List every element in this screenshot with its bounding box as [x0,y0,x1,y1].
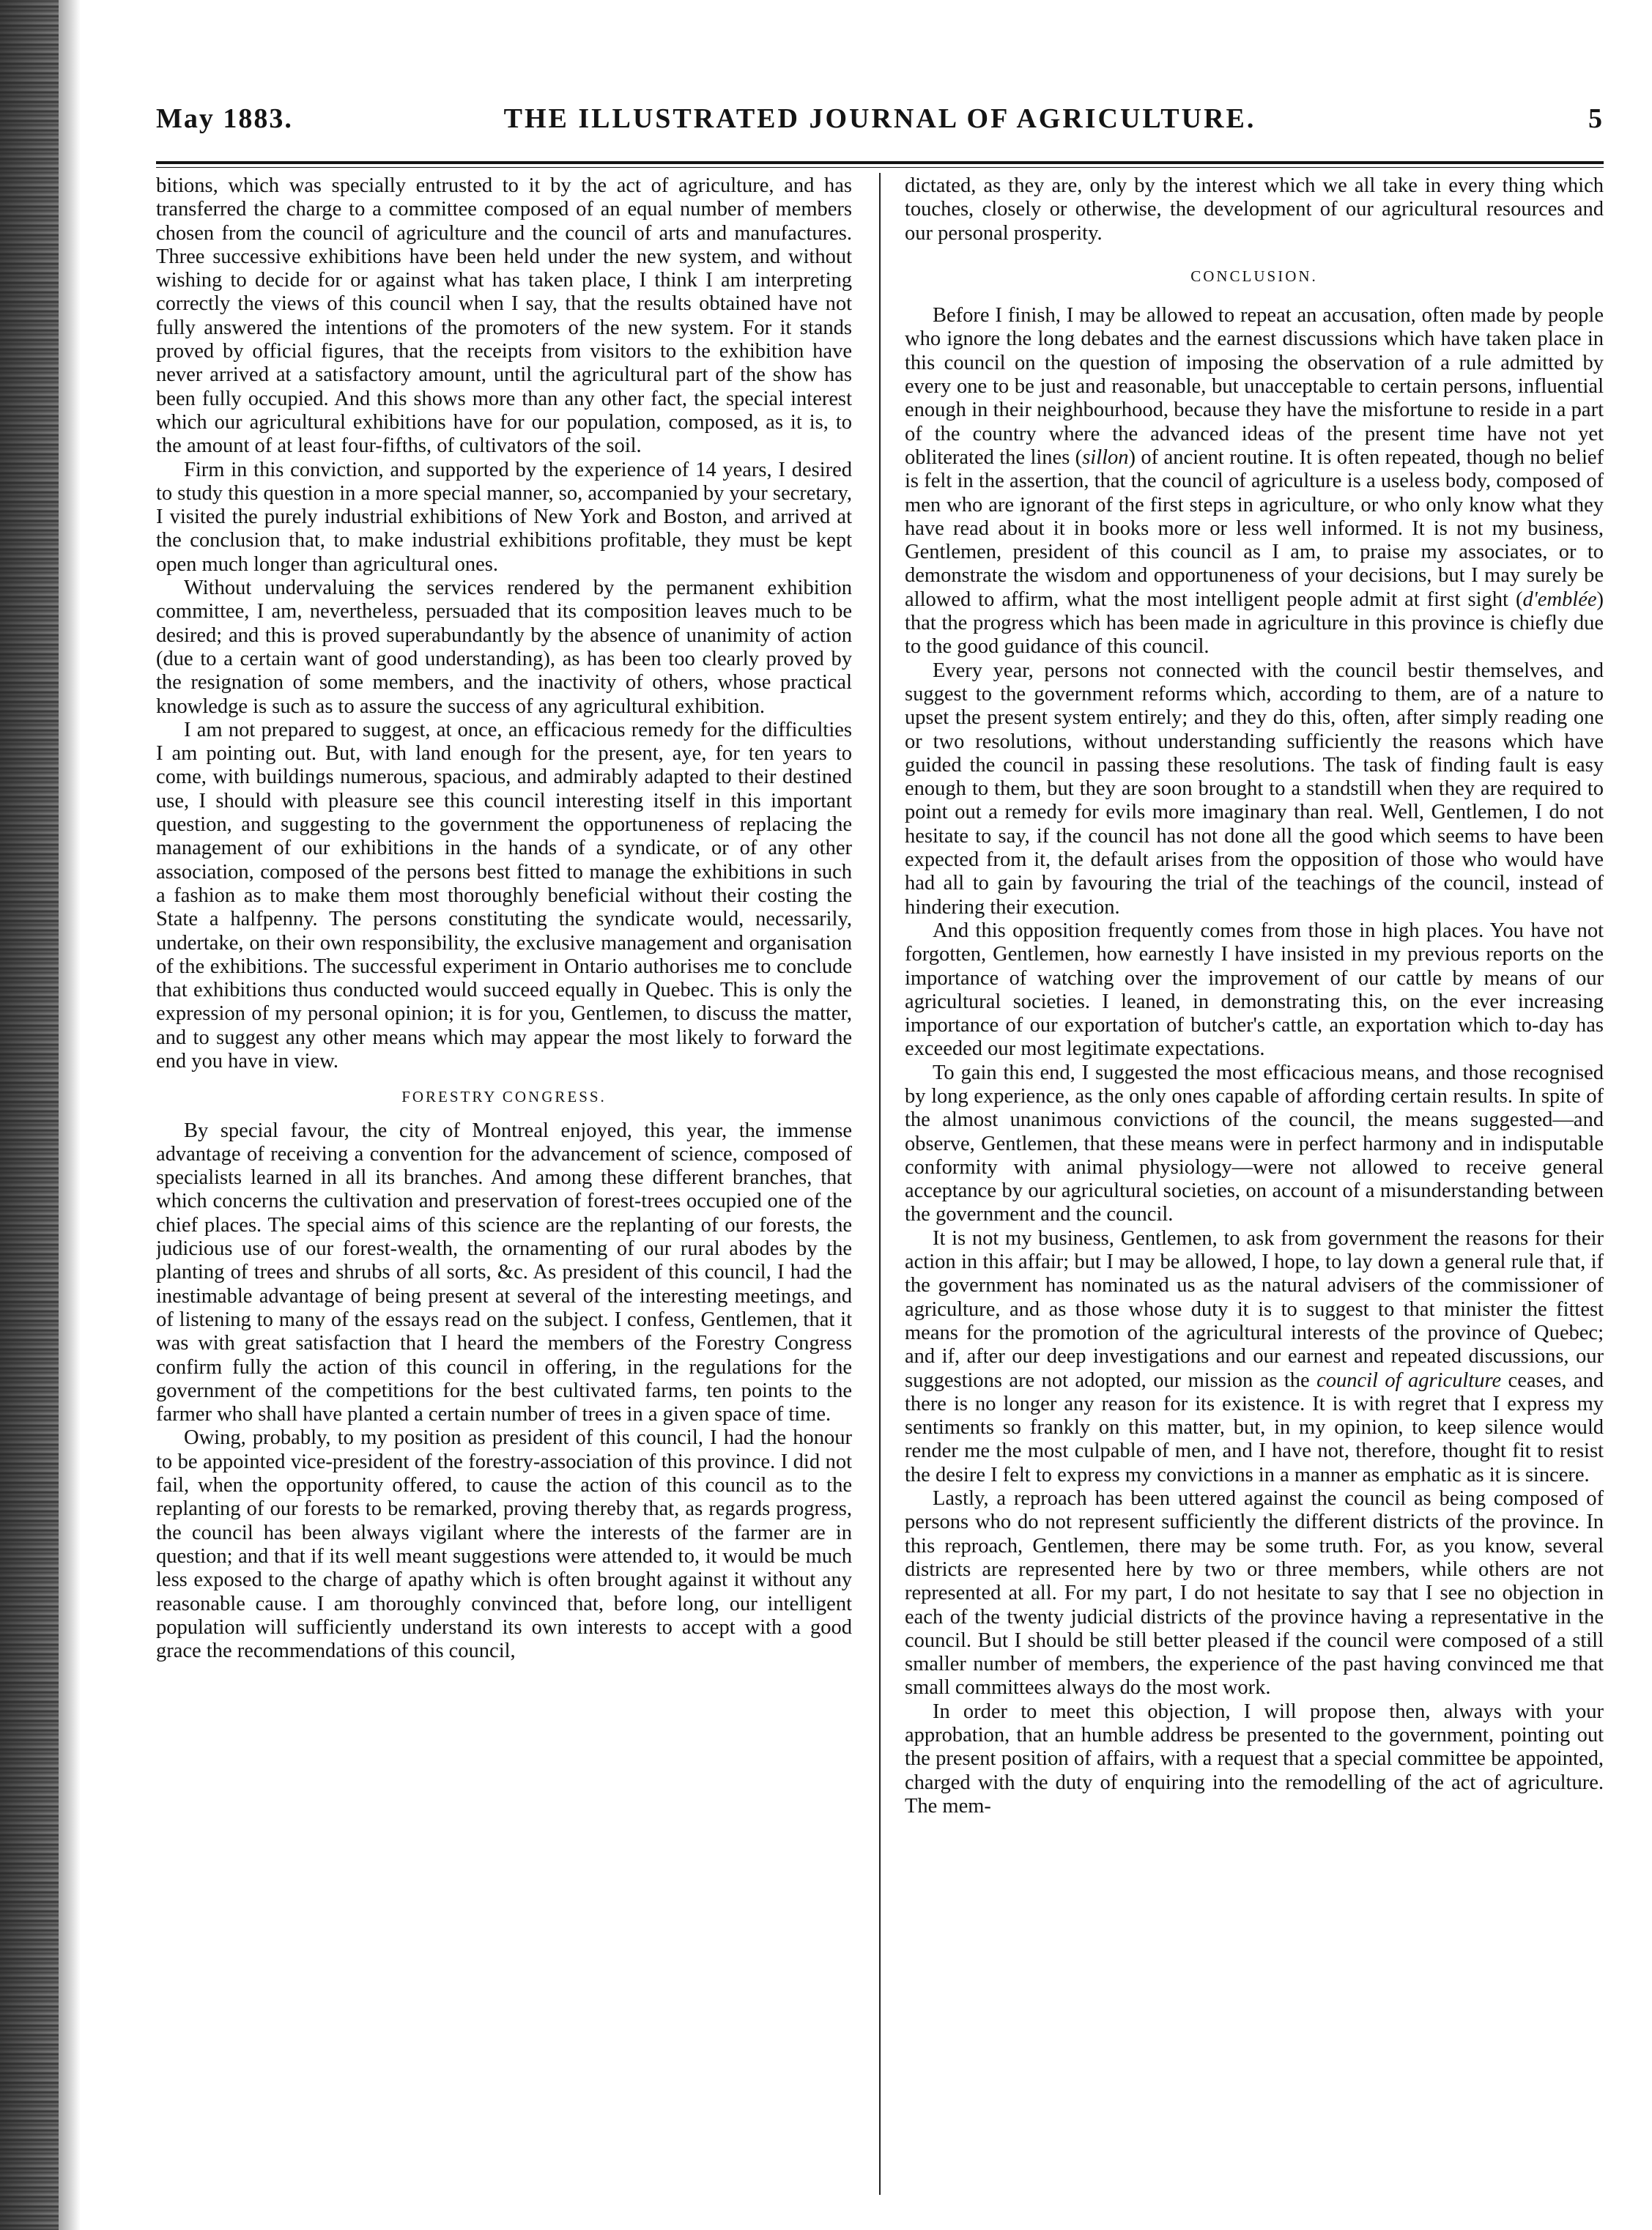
italic-term: sillon [1082,445,1129,469]
issue-date: May 1883. [156,103,293,134]
right-column [905,174,1604,2200]
italic-term: council of agriculture [1316,1368,1502,1392]
left-column [156,174,852,2200]
paragraph: In order to meet this objection, I will propose then, always with your approbation, that an humble address be presented to the government, pointing out the present position of affairs, with a request that a special committee be appointed, charged with the duty of enquiring into the remodelling of the act of agriculture. The mem- [905,1700,1604,1818]
book-spine-edge [0,0,59,2230]
text-run: ) that the progress which has been made in agriculture in this province is chiefly due to the good guidance of this council. [905,588,1604,659]
paragraph: bitions, which was specially entrusted to it by the act of agriculture, and has transferred the charge to a committee composed of an equal number of members chosen from the council of agriculture and the council of arts and manufactures. Three successive exhibitions have been held under the new system, and without wishing to decide for or against what has taken place, I think I am interpreting correctly the views of this council when I say, that the results obtained have not fully answered the intentions of the promoters of the new system. For it stands proved by official figures, that the receipts from visitors to the exhibition have never arrived at a satisfactory amount, until the agricultural part of the show has been fully occupied. And this shows more than any other fact, the special interest which our agricultural exhibitions have for our population, composed, as it is, to the amount of at least four-fifths, of cultivators of the soil. [156,174,852,458]
paragraph: Every year, persons not connected with the council bestir themselves, and suggest to the government reforms which, according to them, are of a nature to upset the present system entirely; and they do this, often, after simply reading one or two resolutions, without understanding sufficiently the reasons which have guided the council in passing these resolutions. The task of finding fault is easy enough to them, but they are soon brought to a standstill when they are required to point out a remedy for evils more imaginary than real. Well, Gentlemen, I do not hesitate to say, if the council has not done all the good which seems to have been expected from it, the default arises from the opposition of those who would have had all to gain by favouring the trial of the teachings of the council, instead of hindering their execution. [905,659,1604,919]
header-rule-thin [156,167,1604,168]
paragraph: By special favour, the city of Montreal enjoyed, this year, the immense advantage of receiving a convention for the advancement of science, composed of specialists learned in all its branches. And among these different branches, that which concerns the cultivation and preservation of forest-trees occupied one of the chief places. The special aims of this science are the replanting of our forests, the judicious use of our forest-wealth, the ornamenting of our rural abodes by the planting of trees and shrubs of all sorts, &c. As president of this council, I had the inestimable advantage of being present at several of the interesting meetings, and of listening to many of the essays read on the subject. I confess, Gentlemen, that it was with great satisfaction that I heard the members of the Forestry Congress confirm fully the action of this council in offering, in the regulations for the government of the competitions for the best cultivated farms, ten points to the farmer who shall have planted a certain number of trees in a given space of time. [156,1119,852,1426]
paragraph: dictated, as they are, only by the interest which we all take in every thing which touches, closely or otherwise, the development of our agricultural resources and our personal prosperity. [905,174,1604,245]
page-number: 5 [1588,103,1604,134]
paragraph-council-mission [905,1227,1604,1487]
text-run: ) of ancient routine. It is often repeated, though no belief is felt in the assertion, that the council of agriculture is a useless body, composed of men who are ignorant of the first steps in agriculture, or who only know what they have read about it in books more or less well informed. It is not my business, Gentlemen, president of this council as I am, to praise my associates, or to demonstrate the wisdom and opportuneness of your decisions, but I may surely be allowed to affirm, what the most intelligent people admit at first sight ( [905,445,1604,611]
paragraph: To gain this end, I suggested the most efficacious means, and those recognised by long experience, as the only ones capable of affording certain results. In spite of the almost unanimous convictions of the council, the means suggested—and observe, Gentlemen, that these means were in perfect harmony and in indisputable conformity with animal physiology—were not allowed to receive general acceptance by our agricultural societies, on account of a misunderstanding between the government and the council. [905,1061,1604,1226]
header-rule [156,161,1604,164]
spine-shadow [59,0,81,2230]
italic-term: d'emblée [1522,588,1597,611]
paragraph: Firm in this conviction, and supported by the experience of 14 years, I desired to study this question in a more special manner, so, accompanied by your secretary, I visited the purely industrial exhibitions of New York and Boston, and arrived at the conclusion that, to make industrial exhibitions profitable, they must be kept open much longer than agricultural ones. [156,458,852,576]
text-run: ceases, and there is no longer any reason for its existence. It is with regret that I express my sentiments so frankly on this matter, but, in my opinion, to keep silence would render me the most culpable of men, and I have not, therefore, thought fit to resist the desire I felt to express my convictions in a manner as emphatic as it is sincere. [905,1368,1604,1486]
section-heading-conclusion: CONCLUSION. [1190,267,1318,285]
running-header [156,103,1604,147]
column-divider [879,173,881,2195]
paragraph: Owing, probably, to my position as president of this council, I had the honour to be appointed vice-president of the forestry-association of this province. I did not fail, when the opportunity offered, to cause the action of this council as to the replanting of our forests to be remarked, proving thereby that, as regards progress, the council has been always vigilant where the interests of the farmer are in question; and that if its well meant suggestions were attended to, it would be much less exposed to the charge of apathy which is often brought against it without any reasonable cause. I am thoroughly convinced that, before long, our intelligent population will sufficiently understand its own interests to accept with a good grace the recommendations of this council, [156,1426,852,1663]
text-run: It is not my business, Gentlemen, to ask from government the reasons for their action in this affair; but I may be allowed, I hope, to lay down a general rule that, if the government has nominated us as the natural advisers of the commissioner of agriculture, and as those whose duty it is to suggest to that minister the fittest means for the promotion of the agricultural interests of the province of Quebec; and if, after our deep investigations and our earnest and repeated discussions, our suggestions are not adopted, our mission as the [905,1226,1604,1392]
paragraph: Without undervaluing the services rendered by the permanent exhibition committee, I am, nevertheless, persuaded that its composition leaves much to be desired; and this is proved superabundantly by the absence of unanimity of action (due to a certain want of good understanding), as has been too clearly proved by the resignation of some members, and the inactivity of others, whose practical knowledge is such as to assure the success of any agricultural exhibition. [156,577,852,718]
paragraph: And this opposition frequently comes from those in high places. You have not forgotten, Gentlemen, how earnestly I have insisted in my previous reports on the importance of watching over the improvement of our cattle by means of our agricultural societies. I leaned, in demonstrating this, on the ever increasing importance of our exportation of butcher's cattle, an exportation which to-day has exceeded our most legitimate expectations. [905,919,1604,1061]
journal-title: THE ILLUSTRATED JOURNAL OF AGRICULTURE. [503,103,1256,134]
text-run: Before I finish, I may be allowed to repeat an accusation, often made by people who ignore the long debates and the earnest discussions which have taken place in this council on the question of imposing the observation of a rule admitted by every one to be just and reasonable, but unacceptable to certain persons, influential enough in their neighbourhood, because they have the misfortune to reside in a part of the country where the advanced ideas of the present time have not yet obliterated the lines ( [905,304,1604,469]
section-heading-forestry: FORESTRY CONGRESS. [401,1088,607,1106]
paragraph: I am not prepared to suggest, at once, an efficacious remedy for the difficulties I am pointing out. But, with land enough for the present, aye, for ten years to come, with buildings numerous, spacious, and admirably adapted to their destined use, I should with pleasure see this council interesting itself in this important question, and suggesting to the government the opportuneness of replacing the management of our exhibitions in the hands of a syndicate, or of any other association, composed of the persons best fitted to manage the exhibitions in such a fashion as to make them most thoroughly beneficial without their costing the State a halfpenny. The persons constituting the syndicate would, necessarily, undertake, on their own responsibility, the exclusive management and organisation of the exhibitions. The successful experiment in Ontario authorises me to conclude that exhibitions thus conducted would succeed equally in Quebec. This is only the expression of my personal opinion; it is for you, Gentlemen, to discuss the matter, and to suggest any other means which may appear the most likely to forward the end you have in view. [156,718,852,1073]
paragraph-conclusion-opening [905,304,1604,659]
paragraph: Lastly, a reproach has been uttered against the council as being composed of persons who do not represent sufficiently the different districts of the province. In this reproach, Gentlemen, there may be some truth. For, as you know, several districts are represented here by two or three members, while others are not represented at all. For my part, I do not hesitate to say that I see no objection in each of the twenty judicial districts of the province having a representative in the council. But I should be still better pleased if the council were composed of a still smaller number of members, the experience of the past having convinced me that small committees always do the most work. [905,1487,1604,1700]
